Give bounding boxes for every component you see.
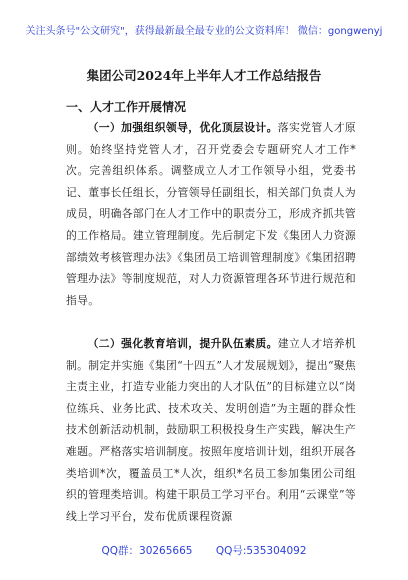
header-promo-note: 关注头条号"公文研究"，获得最新最全最专业的公文资料库！ 微信：gongwenyj bbox=[25, 26, 383, 37]
paragraph-lead: （二）强化教育培训，提升队伍素质。 bbox=[87, 337, 278, 350]
qq-number: QQ号:535304092 bbox=[215, 545, 307, 557]
section-heading: 一、人才工作开展情况 bbox=[66, 100, 187, 114]
paragraph-lead: （一）加强组织领导，优化顶层设计。 bbox=[87, 121, 278, 134]
paragraph-organization bbox=[66, 117, 356, 311]
paragraph-body: 建立人才培养机制。制定并实施《集团“十四五”人才发展规划》，提出“聚焦主责主业，打造专业能力突出的人才队伍”的目标建立以“岗位练兵、业务比武、技术攻关、发明创造”为主题的群众性技术创新活动机制，鼓励职工积极投身生产实践，解决生产难题。严格落实培训制度。按照年度培训计划，组织开展各类培训*次，覆盖员工*人次，组织*名员工参加集团公司组织的管理类培训。构建干职员工学习平台。利用“云课堂”等线上学习平台，发布优质课程资源 bbox=[66, 337, 356, 523]
paragraph-body: 落实党管人才原则。始终坚持党管人才，召开党委会专题研究人才工作*次。完善组织体系。调整成立人才工作领导小组，党委书记、董事长任组长，分管领导任副组长，相关部门负责人为成员，明确各部门在人才工作中的职责分工，形成齐抓共管的工作格局。建立管理制度。先后制定下发《集团人力资源部绩效考核管理办法》《集团员工培训管理制度》《集团招聘管理办法》等制度规范，对人力资源管理各环节进行规范和指导。 bbox=[66, 121, 356, 307]
paragraph-training bbox=[66, 333, 356, 527]
qq-group-number: QQ群：30265665 bbox=[101, 545, 193, 557]
footer-contact bbox=[0, 543, 408, 558]
document-title: 集团公司2024年上半年人才工作总结报告 bbox=[86, 68, 322, 83]
